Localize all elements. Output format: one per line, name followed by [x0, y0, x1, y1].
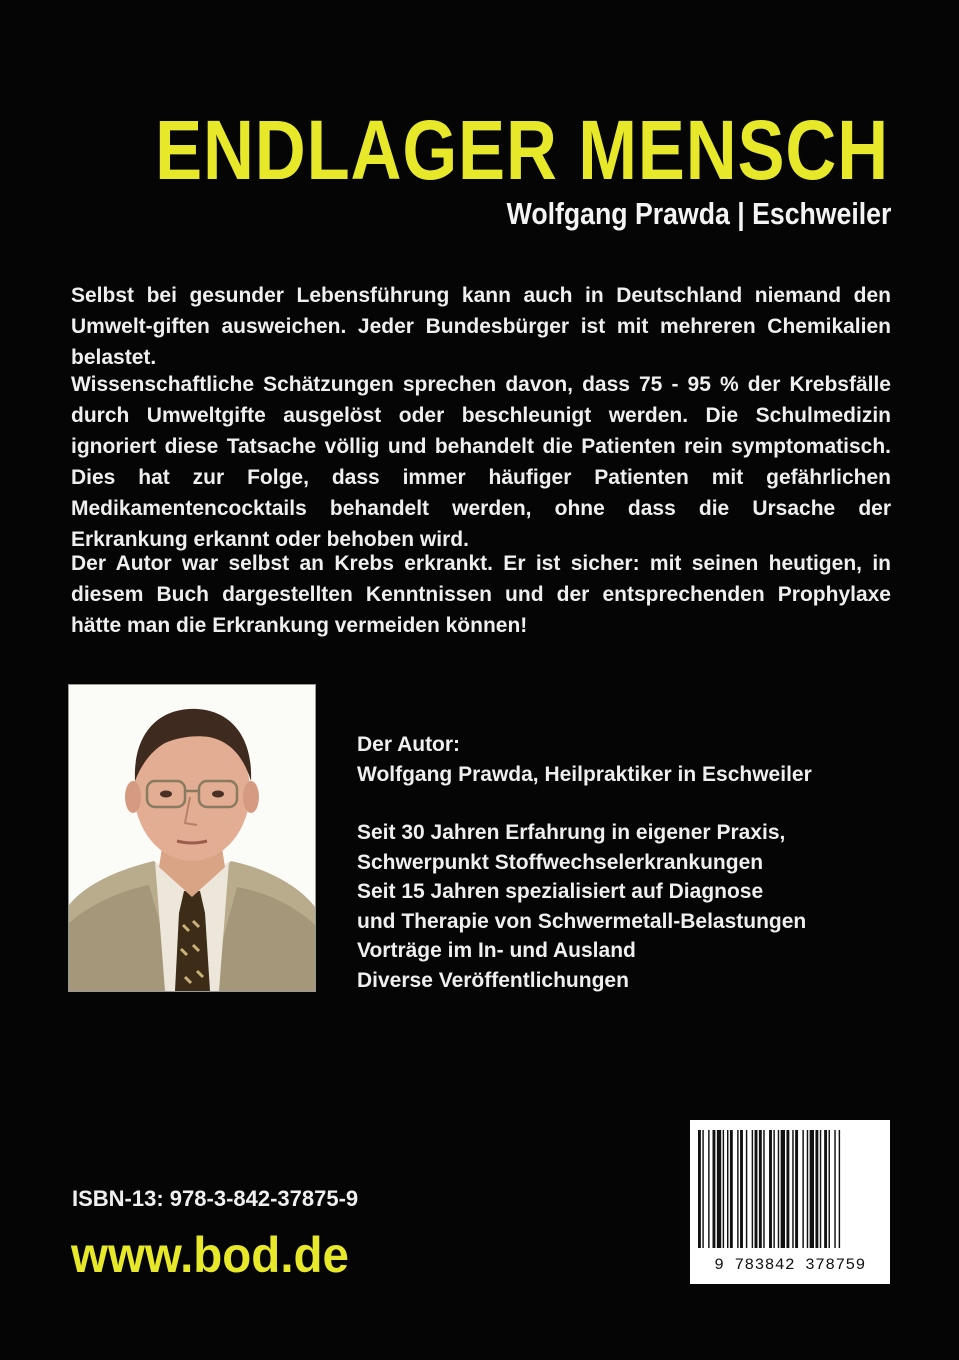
barcode-bar	[829, 1130, 830, 1248]
barcode-bar	[807, 1130, 808, 1248]
barcode-bar	[839, 1130, 840, 1248]
author-bio-line: Vorträge im In- und Ausland	[357, 939, 636, 962]
barcode-bar	[727, 1130, 728, 1248]
barcode-bar	[746, 1130, 747, 1248]
isbn: ISBN-13: 978-3-842-37875-9	[72, 1186, 359, 1211]
barcode-bar	[824, 1130, 827, 1248]
barcode-bar	[810, 1130, 814, 1248]
barcode-bar	[778, 1130, 779, 1248]
barcode-bar	[763, 1130, 764, 1248]
barcode-bar	[786, 1130, 789, 1248]
author-photo	[68, 684, 316, 992]
barcode-bar	[815, 1130, 818, 1248]
author-bio-line: und Therapie von Schwermetall-Belastungen	[357, 909, 807, 933]
barcode-bar	[713, 1130, 716, 1248]
blurb-paragraph-3: Der Autor war selbst an Krebs erkrankt. Er ist sicher: mit seinen heutigen, in diesem Buch dargestellten Kenntnissen und der entsprechenden Prophylaxe hätte man die Erkrankung vermeiden können!	[71, 552, 891, 637]
barcode-bar	[737, 1130, 738, 1248]
author-name-line: Wolfgang Prawda, Heilpraktiker in Eschweiler	[357, 762, 812, 786]
barcode-bar	[708, 1130, 709, 1248]
author-heading: Der Autor:	[357, 733, 461, 756]
barcode-bar	[773, 1130, 774, 1248]
barcode-bar	[740, 1130, 743, 1248]
barcode-bar	[792, 1130, 793, 1248]
barcode-bar	[795, 1130, 798, 1248]
barcode-bar	[723, 1130, 724, 1248]
book-title: ENDLAGER MENSCH	[155, 103, 890, 197]
barcode-bar	[730, 1130, 733, 1248]
blurb-paragraph-2: Wissenschaftliche Schätzungen sprechen davon, dass 75 - 95 % der Krebsfälle durch Umweltgifte ausgelöst oder beschleunigt werden. Die Schulmedizin ignoriert diese Tatsache völlig und behandelt die Patienten rein symptomatisch. Dies hat zur Folge, dass immer häufiger Patienten mit gefährlichen Medikamentencocktails behandelt werden, ohne dass die Ursache der Erkrankung erkannt oder behoben wird.	[71, 373, 891, 551]
barcode-bar	[759, 1130, 762, 1248]
blurb-paragraph-1: Selbst bei gesunder Lebensführung kann auch in Deutschland niemand den Umwelt-giften ausweichen. Jeder Bundesbürger ist mit mehreren Chemikalien belastet.	[71, 284, 891, 369]
barcode-bar	[769, 1130, 772, 1248]
barcode-bar	[752, 1130, 753, 1248]
barcode-bars-icon	[690, 1120, 890, 1260]
barcode-bar	[717, 1130, 721, 1248]
author-bio-line: Seit 15 Jahren spezialisiert auf Diagnose	[357, 880, 764, 903]
barcode-bar	[698, 1130, 701, 1248]
barcode-bar	[702, 1130, 703, 1248]
publisher-url[interactable]: www.bod.de	[71, 1227, 349, 1283]
barcode-bar	[802, 1130, 803, 1248]
author-bio-line: Diverse Veröffentlichungen	[357, 968, 629, 992]
barcode-bar	[755, 1130, 758, 1248]
author-bio	[357, 730, 812, 995]
barcode	[690, 1120, 890, 1284]
author-bio-line: Schwerpunkt Stoffwechselerkrankungen	[357, 850, 764, 874]
barcode-bar	[781, 1130, 785, 1248]
barcode-bar	[834, 1130, 835, 1248]
barcode-bar	[820, 1130, 821, 1248]
author-subtitle: Wolfgang Prawda | Eschweiler	[506, 196, 891, 231]
barcode-digits: 9 783842 378759	[714, 1256, 866, 1274]
author-bio-line: Seit 30 Jahren Erfahrung in eigener Praxis,	[357, 821, 786, 844]
